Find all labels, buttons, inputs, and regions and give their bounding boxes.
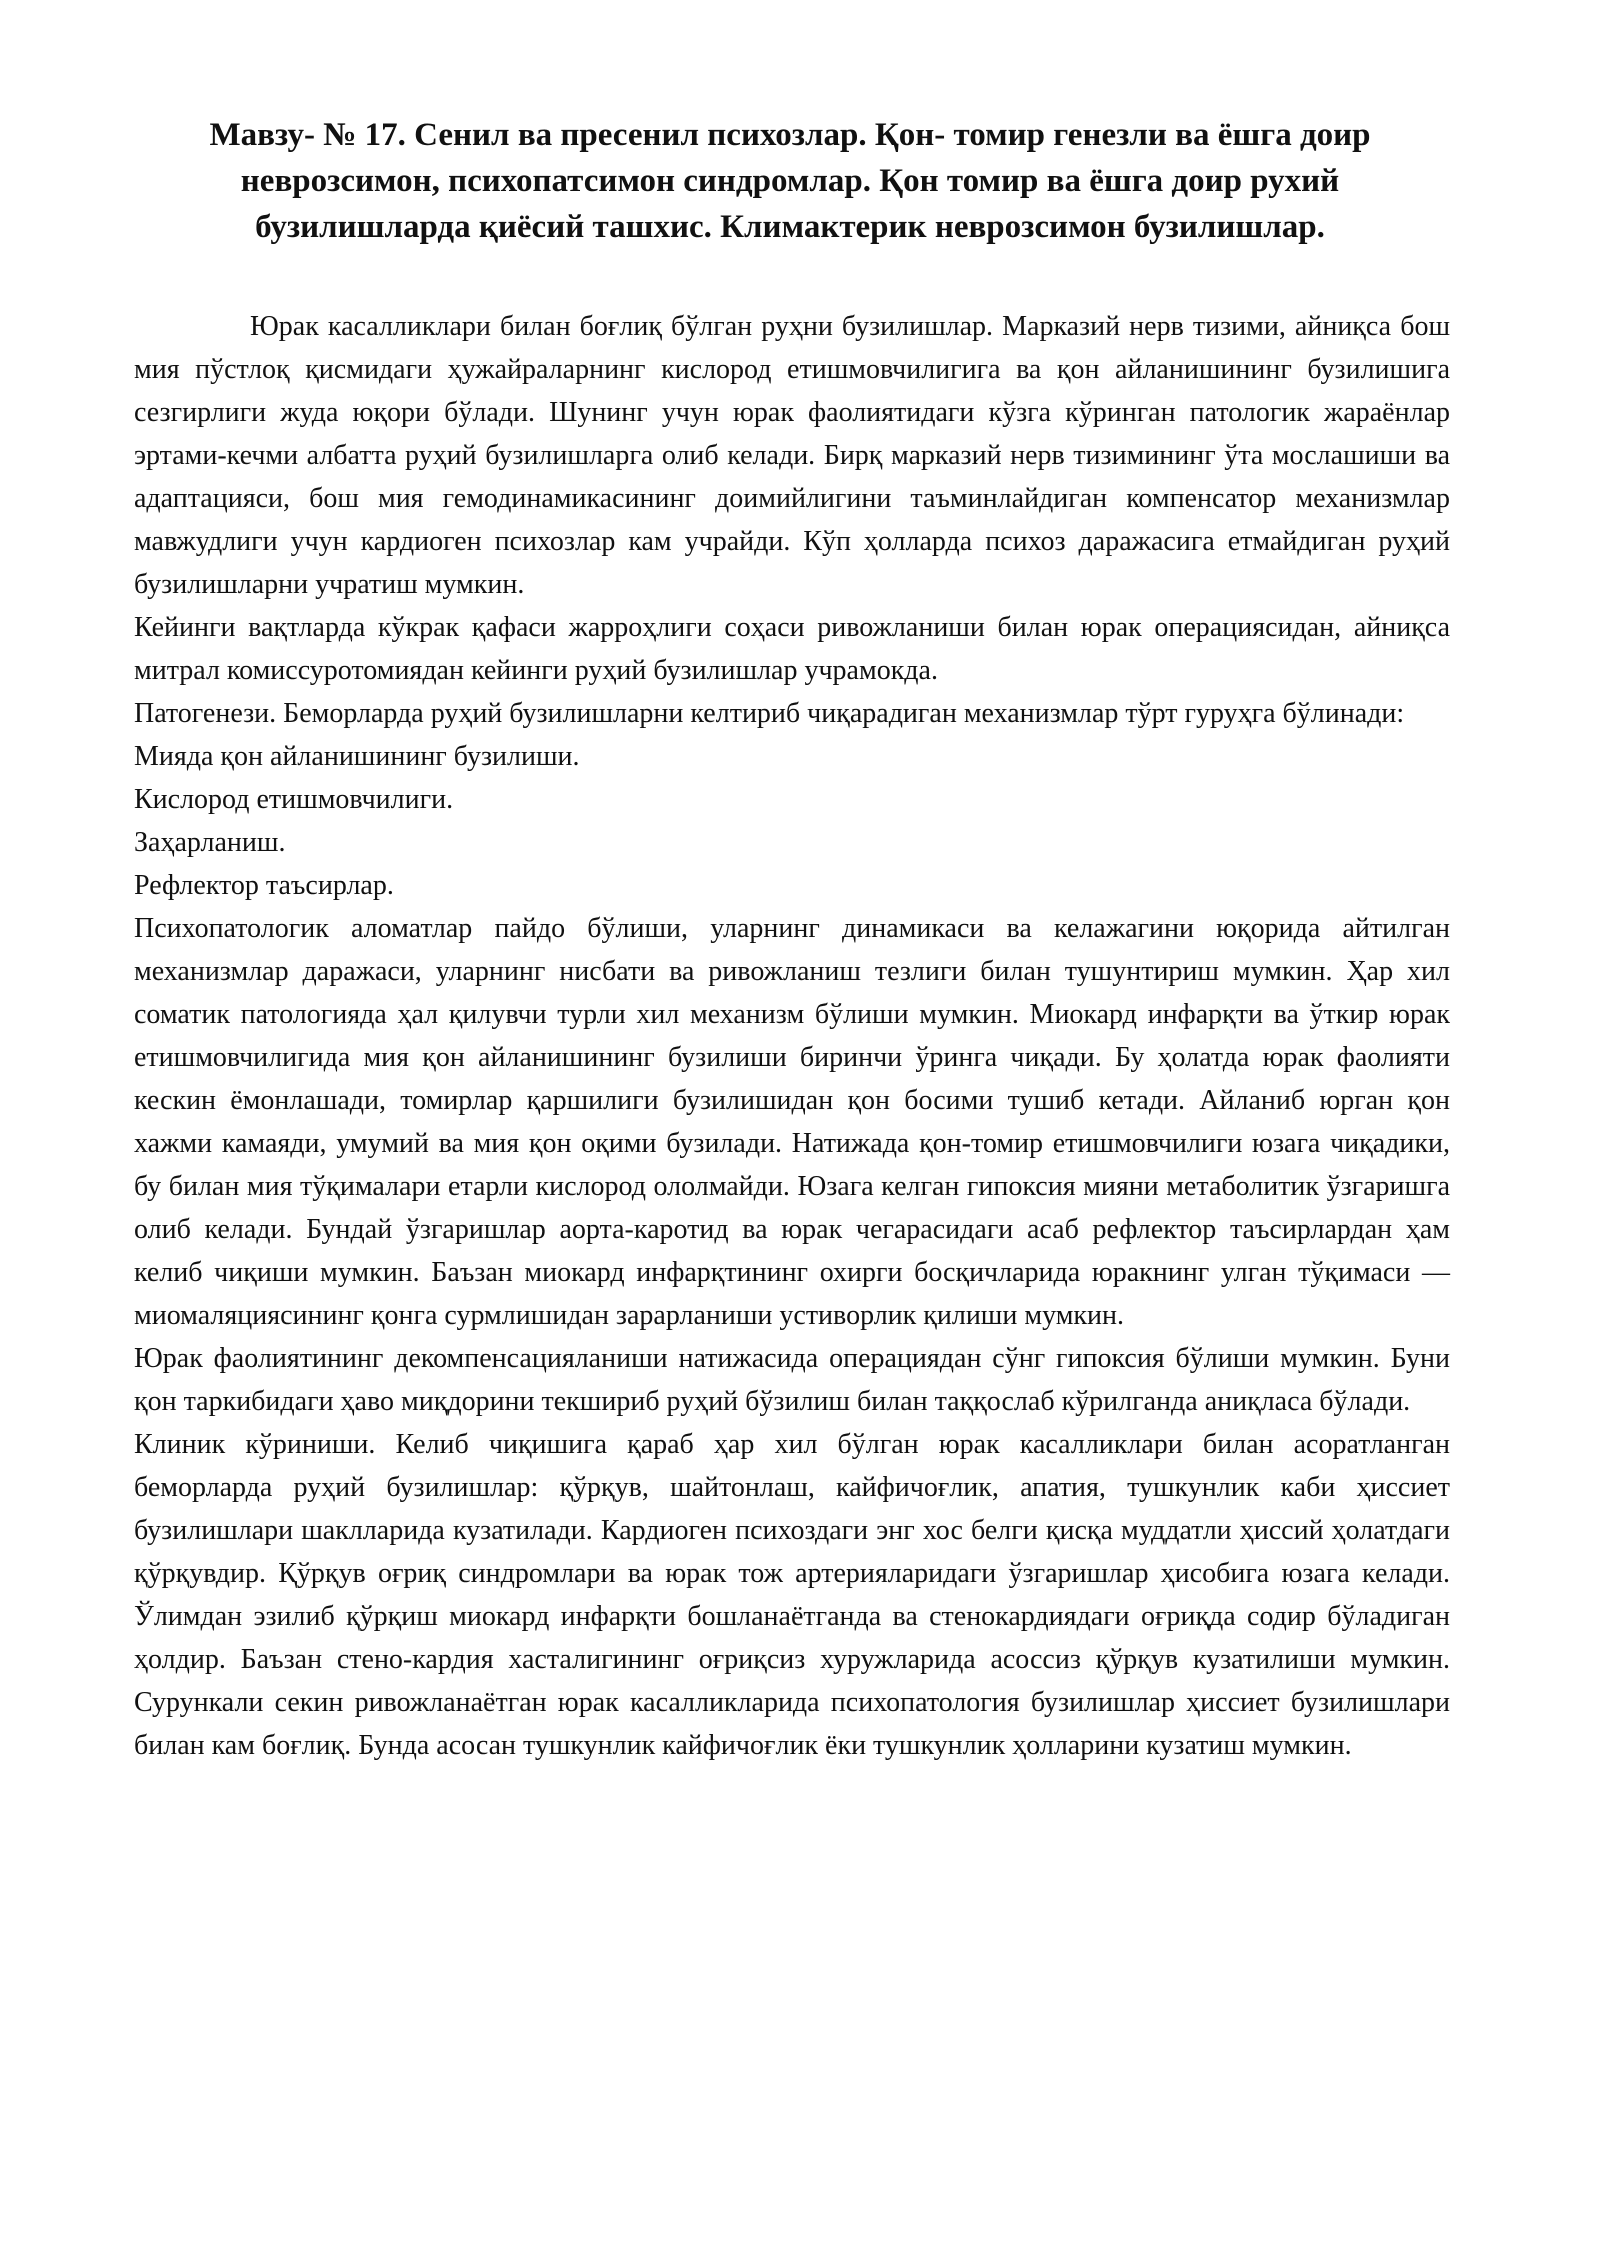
document-body [134, 305, 1450, 1767]
paragraph-intro: Юрак касалликлари билан боғлиқ бўлган руҳни бузилишлар. Марказий нерв тизими, айниқса бош мия пўстлоқ қисмидаги ҳужайраларнинг кислород етишмовчилигига ва қон айланишининг бузилишига сезгирлиги жуда юқори бўлади. Шунинг учун юрак фаолиятидаги кўзга кўринган патологик жараёнлар эртами-кечми албатта руҳий бузилишларга олиб келади. Бирқ марказий нерв тизимининг ўта мослашиши ва адаптацияси, бош мия гемодинамикасининг доимийлигини таъминлайдиган компенсатор механизмлар мавжудлиги учун кардиоген психозлар кам учрайди. Кўп ҳолларда психоз даражасига етмайдиган руҳий бузилишларни учратиш мумкин. [134, 311, 1450, 600]
paragraph-pathogenesis: Патогенези. Беморларда руҳий бузилишларни келтириб чиқарадиган механизмлар тўрт гуруҳга бўлинади: [134, 698, 1405, 729]
paragraph-surgery: Кейинги вақтларда кўкрак қафаси жарроҳлиги соҳаси ривожланиши билан юрак операциясидан, айниқса митрал комиссуротомиядан кейинги руҳий бузилишлар учрамокда. [134, 612, 1450, 686]
paragraph-clinical: Клиник кўриниши. Келиб чиқишига қараб ҳар хил бўлган юрак касалликлари билан асоратланган беморларда руҳий бузилишлар: қўрқув, шайтонлаш, кайфичоғлик, апатия, тушкунлик каби ҳиссиет бузилишлари шаклларида кузатилади. Кардиоген психоздаги энг хос белги қисқа муддатли ҳиссий ҳолатдаги қўрқувдир. Қўрқув оғриқ синдромлари ва юрак тож артерияларидаги ўзгаришлар ҳисобига юзага келади. Ўлимдан эзилиб қўрқиш миокард инфарқти бошланаётганда ва стенокардиядаги оғриқда содир бўладиган ҳолдир. Баъзан стено-кардия хасталигининг оғриқсиз хуружларида асоссиз қўрқув кузатилиши мумкин. Сурункали секин ривожланаётган юрак касалликларида психопатология бузилишлар ҳиссиет бузилишлари билан кам боғлиқ. Бунда асосан тушкунлик кайфичоғлик ёки тушкунлик ҳолларини кузатиш мумкин. [134, 1429, 1450, 1761]
list-item-oxygen: Кислород етишмовчилиги. [134, 784, 454, 815]
list-item-circulation: Мияда қон айланишининг бузилиши. [134, 741, 580, 772]
list-item-intoxication: Заҳарланиш. [134, 827, 286, 858]
title-line-1: Мавзу- № 17. Сенил ва пресенил психозлар. Қон- томир генезли ва ёшга доир [209, 117, 1371, 153]
document-title [110, 112, 1470, 250]
paragraph-decompensation: Юрак фаолиятининг декомпенсацияланиши натижасида операциядан сўнг гипоксия бўлиши мумкин. Буни қон таркибидаги ҳаво миқдорини текшириб руҳий бўзилиш билан таққослаб кўрилганда аниқласа бўлади. [134, 1343, 1450, 1417]
title-line-3: бузилишларда қиёсий ташхис. Климактерик неврозсимон бузилишлар. [255, 209, 1325, 245]
paragraph-psychopathology: Психопатологик аломатлар пайдо бўлиши, уларнинг динамикаси ва келажагини юқорида айтилган механизмлар даражаси, уларнинг нисбати ва ривожланиш тезлиги билан тушунтириш мумкин. Ҳар хил соматик патологияда ҳал қилувчи турли хил механизм бўлиши мумкин. Миокард инфарқти ва ўткир юрак етишмовчилигида мия қон айланишининг бузилиши биринчи ўринга чиқади. Бу ҳолатда юрак фаолияти кескин ёмонлашади, томирлар қаршилиги бузилишидан қон босими тушиб кетади. Айланиб юрган қон хажми камаяди, умумий ва мия қон оқими бузилади. Натижада қон-томир етишмовчилиги юзага чиқадики, бу билан мия тўқималари етарли кислород ололмайди. Юзага келган гипоксия мияни метаболитик ўзгаришга олиб келади. Бундай ўзгаришлар аорта-каротид ва юрак чегарасидаги асаб рефлектор таъсирлардан ҳам келиб чиқиши мумкин. Баъзан миокард инфарқтининг охирги босқичларида юракнинг улган тўқимаси — миомаляциясининг қонга сурмлишидан зарарланиши устиворлик қилиши мумкин. [134, 913, 1450, 1331]
title-line-2: неврозсимон, психопатсимон синдромлар. Қон томир ва ёшга доир рухий [240, 163, 1340, 199]
list-item-reflex: Рефлектор таъсирлар. [134, 870, 394, 901]
